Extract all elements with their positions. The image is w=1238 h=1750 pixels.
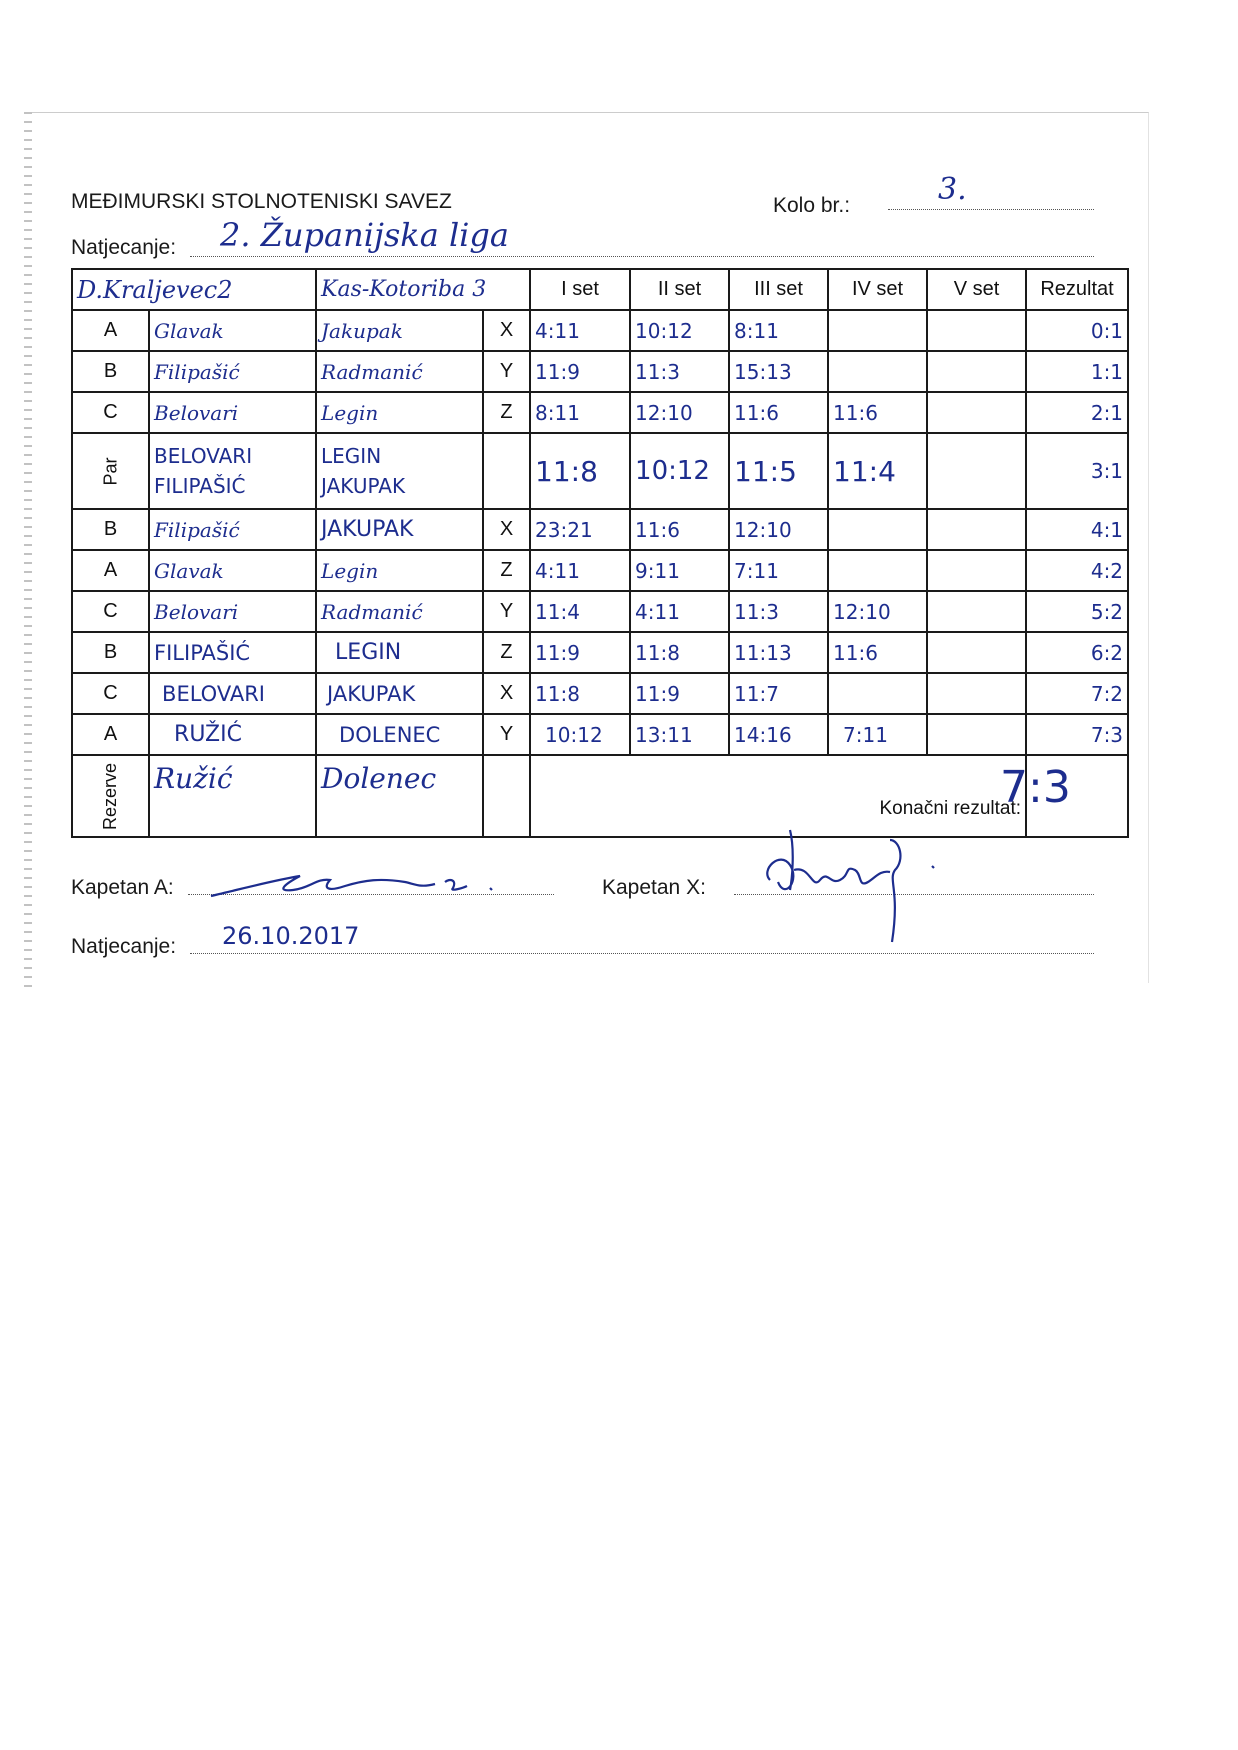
competition-label: Natjecanje: — [71, 236, 177, 259]
set-score: 11:6 — [828, 392, 927, 433]
set-score: 11:4 — [828, 433, 927, 509]
set-score: 12:10 — [630, 392, 729, 433]
team-home: D.Kraljevec2 — [72, 269, 316, 310]
set-score: 13:11 — [630, 714, 729, 755]
table-row — [72, 310, 1128, 351]
reserve-label: Rezerve — [100, 762, 121, 830]
captain-a-signature — [205, 858, 505, 908]
away-code: X — [483, 310, 530, 351]
home-player: Glavak — [149, 550, 316, 591]
header-row — [72, 269, 1128, 310]
set-score: 11:9 — [530, 632, 630, 673]
set-score: 8:11 — [729, 310, 828, 351]
set-score — [828, 509, 927, 550]
running-result: 2:1 — [1026, 392, 1128, 433]
home-player: Filipašić — [149, 509, 316, 550]
date-label: Natjecanje: — [71, 935, 177, 958]
set-3-header: III set — [729, 269, 828, 310]
set-score: 11:6 — [828, 632, 927, 673]
set-score: 7:11 — [828, 714, 927, 755]
row-code: A — [72, 550, 149, 591]
set-score — [927, 714, 1026, 755]
table-row — [72, 351, 1128, 392]
date-value: 26.10.2017 — [222, 922, 360, 950]
table-row — [72, 632, 1128, 673]
away-code: X — [483, 673, 530, 714]
away-player: Radmanić — [316, 591, 483, 632]
doubles-away-player-2: JAKUPAK — [321, 474, 406, 498]
set-score: 7:11 — [729, 550, 828, 591]
set-score — [927, 351, 1026, 392]
running-result: 0:1 — [1026, 310, 1128, 351]
running-result: 3:1 — [1026, 433, 1128, 509]
set-score: 11:8 — [530, 433, 630, 509]
table-row — [72, 591, 1128, 632]
set-score: 11:7 — [729, 673, 828, 714]
running-result: 5:2 — [1026, 591, 1128, 632]
set-score: 11:9 — [530, 351, 630, 392]
set-score: 11:3 — [630, 351, 729, 392]
set-score: 4:11 — [530, 550, 630, 591]
home-player: Belovari — [149, 392, 316, 433]
home-player: BELOVARI — [149, 673, 316, 714]
perforated-edge — [24, 112, 32, 992]
away-code: Z — [483, 550, 530, 591]
set-score: 11:8 — [630, 632, 729, 673]
set-score — [828, 550, 927, 591]
set-score — [927, 550, 1026, 591]
set-score — [927, 632, 1026, 673]
round-value: 3. — [938, 172, 967, 207]
set-score: 10:12 — [630, 310, 729, 351]
set-score: 23:21 — [530, 509, 630, 550]
running-result: 7:2 — [1026, 673, 1128, 714]
date-line — [190, 953, 1094, 954]
doubles-away — [316, 433, 483, 509]
away-code: Z — [483, 632, 530, 673]
set-score: 11:9 — [630, 673, 729, 714]
set-2-header: II set — [630, 269, 729, 310]
home-player: FILIPAŠIĆ — [149, 632, 316, 673]
away-code: Y — [483, 351, 530, 392]
set-score: 15:13 — [729, 351, 828, 392]
set-score: 12:10 — [828, 591, 927, 632]
away-player: JAKUPAK — [316, 673, 483, 714]
doubles-home-player-1: BELOVARI — [154, 444, 253, 468]
row-code: B — [72, 632, 149, 673]
team-away: Kas-Kotoriba 3 — [316, 269, 530, 310]
set-score: 11:8 — [530, 673, 630, 714]
reserve-row — [72, 755, 1128, 837]
away-player: JAKUPAK — [316, 509, 483, 550]
captain-a-label: Kapetan A: — [71, 876, 174, 899]
result-header: Rezultat — [1026, 269, 1128, 310]
home-player: Belovari — [149, 591, 316, 632]
away-player: Legin — [316, 392, 483, 433]
away-player: LEGIN — [316, 632, 483, 673]
running-result: 4:2 — [1026, 550, 1128, 591]
set-score — [828, 310, 927, 351]
row-code: A — [72, 714, 149, 755]
running-result: 4:1 — [1026, 509, 1128, 550]
doubles-away-player-1: LEGIN — [321, 444, 382, 468]
table-row — [72, 392, 1128, 433]
reserve-away: Dolenec — [316, 755, 483, 837]
set-score — [927, 392, 1026, 433]
set-score — [828, 673, 927, 714]
doubles-home — [149, 433, 316, 509]
doubles-row — [72, 433, 1128, 509]
table-row — [72, 509, 1128, 550]
row-code: B — [72, 351, 149, 392]
row-code: C — [72, 673, 149, 714]
final-label: Konačni rezultat: — [879, 797, 1022, 819]
row-code: C — [72, 392, 149, 433]
set-score: 11:6 — [630, 509, 729, 550]
set-score: 9:11 — [630, 550, 729, 591]
score-table — [71, 268, 1129, 838]
set-4-header: IV set — [828, 269, 927, 310]
home-player: Filipašić — [149, 351, 316, 392]
row-code: C — [72, 591, 149, 632]
away-code: Z — [483, 392, 530, 433]
set-1-header: I set — [530, 269, 630, 310]
set-score: 4:11 — [630, 591, 729, 632]
set-score: 11:13 — [729, 632, 828, 673]
set-score: 11:3 — [729, 591, 828, 632]
away-code: X — [483, 509, 530, 550]
set-score — [828, 351, 927, 392]
set-score — [927, 591, 1026, 632]
set-score — [927, 310, 1026, 351]
running-result: 6:2 — [1026, 632, 1128, 673]
away-player: Jakupak — [316, 310, 483, 351]
away-player: Legin — [316, 550, 483, 591]
home-player: Glavak — [149, 310, 316, 351]
table-row — [72, 673, 1128, 714]
set-score: 10:12 — [530, 714, 630, 755]
set-score: 12:10 — [729, 509, 828, 550]
row-code-par: Par — [72, 433, 149, 509]
final-value: 7:3 — [1000, 762, 1071, 813]
row-code: B — [72, 509, 149, 550]
competition-line — [190, 256, 1094, 257]
set-score — [927, 673, 1026, 714]
set-score — [927, 509, 1026, 550]
table-row — [72, 550, 1128, 591]
away-code: Y — [483, 591, 530, 632]
table-row — [72, 714, 1128, 755]
set-score: 10:12 — [630, 433, 729, 509]
doubles-home-player-2: FILIPAŠIĆ — [154, 474, 246, 498]
round-label: Kolo br.: — [773, 194, 851, 217]
running-result: 7:3 — [1026, 714, 1128, 755]
set-score: 11:4 — [530, 591, 630, 632]
set-score: 14:16 — [729, 714, 828, 755]
competition-value: 2. Županijska liga — [220, 216, 509, 254]
reserve-home: Ružić — [149, 755, 316, 837]
away-player: Radmanić — [316, 351, 483, 392]
captain-x-label: Kapetan X: — [602, 876, 706, 899]
set-score: 11:5 — [729, 433, 828, 509]
set-score: 8:11 — [530, 392, 630, 433]
set-score — [927, 433, 1026, 509]
set-score: 4:11 — [530, 310, 630, 351]
captain-x-signature — [750, 810, 950, 950]
set-5-header: V set — [927, 269, 1026, 310]
reserve-code — [483, 755, 530, 837]
org-title: MEĐIMURSKI STOLNOTENISKI SAVEZ — [71, 190, 452, 213]
home-player: RUŽIĆ — [149, 714, 316, 755]
away-code: Y — [483, 714, 530, 755]
reserve-label-cell — [72, 755, 149, 837]
away-player: DOLENEC — [316, 714, 483, 755]
away-code — [483, 433, 530, 509]
running-result: 1:1 — [1026, 351, 1128, 392]
row-code: A — [72, 310, 149, 351]
set-score: 11:6 — [729, 392, 828, 433]
round-line — [888, 209, 1094, 210]
